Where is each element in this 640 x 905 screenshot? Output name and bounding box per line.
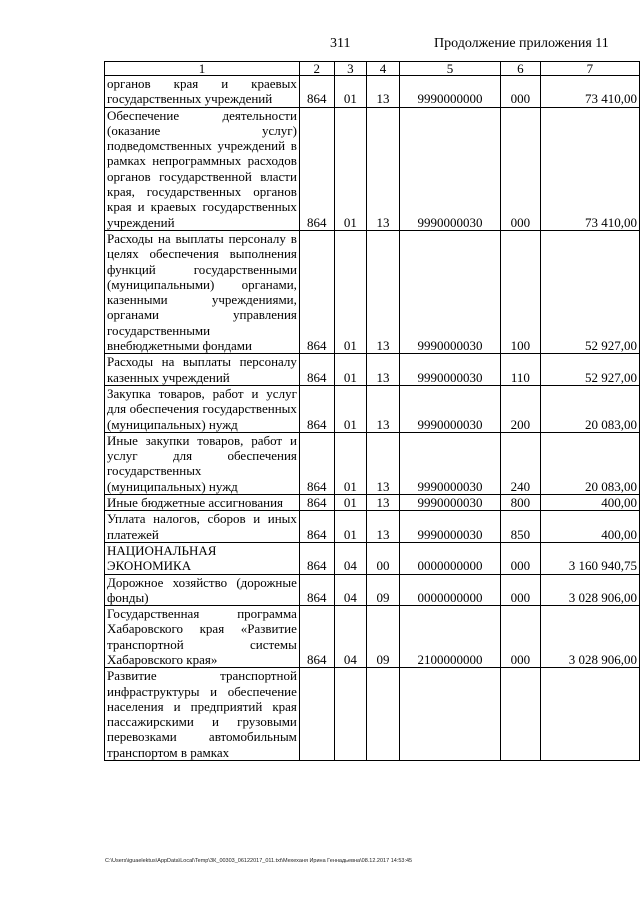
target-article-cell: 2100000000 xyxy=(399,606,500,668)
table-row xyxy=(105,354,640,386)
table-row xyxy=(105,385,640,432)
row-name-cell: Закупка товаров, работ и услуг для обеспечения государственных (муниципальных) нужд xyxy=(105,385,300,432)
subsection-cell: 13 xyxy=(367,385,400,432)
section-cell: 04 xyxy=(334,574,367,606)
admin-code-cell: 864 xyxy=(299,432,334,494)
admin-code-cell: 864 xyxy=(299,385,334,432)
subsection-cell: 13 xyxy=(367,107,400,230)
expense-type-cell: 000 xyxy=(501,574,541,606)
section-cell: 01 xyxy=(334,511,367,543)
row-name-cell: Расходы на выплаты персоналу казенных учреждений xyxy=(105,354,300,386)
subsection-cell: 13 xyxy=(367,230,400,353)
target-article-cell: 9990000000 xyxy=(399,76,500,108)
target-article-cell: 0000000000 xyxy=(399,542,500,574)
expense-type-cell xyxy=(501,668,541,761)
appendix-title: Продолжение приложения 11 xyxy=(434,36,609,51)
column-header: 6 xyxy=(501,62,541,76)
table-row xyxy=(105,76,640,108)
subsection-cell: 13 xyxy=(367,511,400,543)
subsection-cell: 13 xyxy=(367,354,400,386)
subsection-cell: 09 xyxy=(367,606,400,668)
amount-cell: 73 410,00 xyxy=(540,107,639,230)
table-row xyxy=(105,668,640,761)
row-name-cell: органов края и краевых государственных учреждений xyxy=(105,76,300,108)
amount-cell: 3 028 906,00 xyxy=(540,606,639,668)
amount-cell: 3 160 940,75 xyxy=(540,542,639,574)
table-row xyxy=(105,542,640,574)
amount-cell: 52 927,00 xyxy=(540,354,639,386)
row-name-cell: Иные бюджетные ассигнования xyxy=(105,495,300,511)
expense-type-cell: 800 xyxy=(501,495,541,511)
row-name-cell: Государственная программа Хабаровского края «Развитие транспортной системы Хабаровского края» xyxy=(105,606,300,668)
amount-cell: 400,00 xyxy=(540,495,639,511)
amount-cell: 3 028 906,00 xyxy=(540,574,639,606)
expense-type-cell: 000 xyxy=(501,107,541,230)
target-article-cell: 9990000030 xyxy=(399,230,500,353)
target-article-cell: 9990000030 xyxy=(399,432,500,494)
column-header: 7 xyxy=(540,62,639,76)
section-cell: 04 xyxy=(334,606,367,668)
section-cell: 01 xyxy=(334,495,367,511)
column-header: 2 xyxy=(299,62,334,76)
target-article-cell: 0000000000 xyxy=(399,574,500,606)
section-cell: 01 xyxy=(334,107,367,230)
admin-code-cell: 864 xyxy=(299,606,334,668)
target-article-cell: 9990000030 xyxy=(399,385,500,432)
table-row xyxy=(105,230,640,353)
amount-cell: 400,00 xyxy=(540,511,639,543)
expense-type-cell: 240 xyxy=(501,432,541,494)
column-header: 4 xyxy=(367,62,400,76)
page-number: 311 xyxy=(330,36,351,51)
section-cell: 01 xyxy=(334,432,367,494)
column-header-row xyxy=(105,62,640,76)
table-row xyxy=(105,606,640,668)
footer-file-path: C:\Users\iguaelektus\AppData\Local\Temp\ЗК_00303_06122017_011.txt\Мехеханя Ирина Геннадьевна\08.12.2017 14:53:45 xyxy=(105,858,413,864)
table-row xyxy=(105,495,640,511)
table-row xyxy=(105,432,640,494)
column-header: 5 xyxy=(399,62,500,76)
row-name-cell: Уплата налогов, сборов и иных платежей xyxy=(105,511,300,543)
admin-code-cell: 864 xyxy=(299,495,334,511)
amount-cell: 52 927,00 xyxy=(540,230,639,353)
row-name-cell: Обеспечение деятельности (оказание услуг) подведомственных учреждений в рамках непрограммных расходов органов государственной власти края, государственных органов края и краевых государственных учреждений xyxy=(105,107,300,230)
table-row xyxy=(105,574,640,606)
table-row xyxy=(105,511,640,543)
section-cell xyxy=(334,668,367,761)
expense-type-cell: 850 xyxy=(501,511,541,543)
subsection-cell: 13 xyxy=(367,495,400,511)
subsection-cell xyxy=(367,668,400,761)
column-header: 3 xyxy=(334,62,367,76)
admin-code-cell: 864 xyxy=(299,230,334,353)
amount-cell: 20 083,00 xyxy=(540,385,639,432)
section-cell: 01 xyxy=(334,230,367,353)
section-cell: 04 xyxy=(334,542,367,574)
admin-code-cell: 864 xyxy=(299,542,334,574)
admin-code-cell: 864 xyxy=(299,574,334,606)
admin-code-cell: 864 xyxy=(299,76,334,108)
subsection-cell: 13 xyxy=(367,76,400,108)
section-cell: 01 xyxy=(334,76,367,108)
row-name-cell: Развитие транспортной инфраструктуры и обеспечение населения и предприятий края пассажирскими и грузовыми перевозками автомобильным транспортом в рамках xyxy=(105,668,300,761)
target-article-cell: 9990000030 xyxy=(399,495,500,511)
subsection-cell: 09 xyxy=(367,574,400,606)
section-cell: 01 xyxy=(334,385,367,432)
expense-type-cell: 000 xyxy=(501,606,541,668)
subsection-cell: 13 xyxy=(367,432,400,494)
row-name-cell: Расходы на выплаты персоналу в целях обеспечения выполнения функций государственными (муниципальными) органами, казенными учреждениями, органами управления государственными внебюджетными фондами xyxy=(105,230,300,353)
expense-type-cell: 110 xyxy=(501,354,541,386)
section-cell: 01 xyxy=(334,354,367,386)
expense-type-cell: 200 xyxy=(501,385,541,432)
amount-cell: 20 083,00 xyxy=(540,432,639,494)
target-article-cell: 9990000030 xyxy=(399,354,500,386)
column-header: 1 xyxy=(105,62,300,76)
amount-cell xyxy=(540,668,639,761)
admin-code-cell: 864 xyxy=(299,511,334,543)
admin-code-cell: 864 xyxy=(299,354,334,386)
table-row xyxy=(105,107,640,230)
row-name-cell: Дорожное хозяйство (дорожные фонды) xyxy=(105,574,300,606)
expense-type-cell: 100 xyxy=(501,230,541,353)
budget-table xyxy=(104,61,640,761)
expense-type-cell: 000 xyxy=(501,542,541,574)
target-article-cell: 9990000030 xyxy=(399,511,500,543)
target-article-cell: 9990000030 xyxy=(399,107,500,230)
row-name-cell: Иные закупки товаров, работ и услуг для обеспечения государственных (муниципальных) нужд xyxy=(105,432,300,494)
admin-code-cell xyxy=(299,668,334,761)
subsection-cell: 00 xyxy=(367,542,400,574)
row-name-cell: НАЦИОНАЛЬНАЯ ЭКОНОМИКА xyxy=(105,542,300,574)
expense-type-cell: 000 xyxy=(501,76,541,108)
target-article-cell xyxy=(399,668,500,761)
admin-code-cell: 864 xyxy=(299,107,334,230)
amount-cell: 73 410,00 xyxy=(540,76,639,108)
